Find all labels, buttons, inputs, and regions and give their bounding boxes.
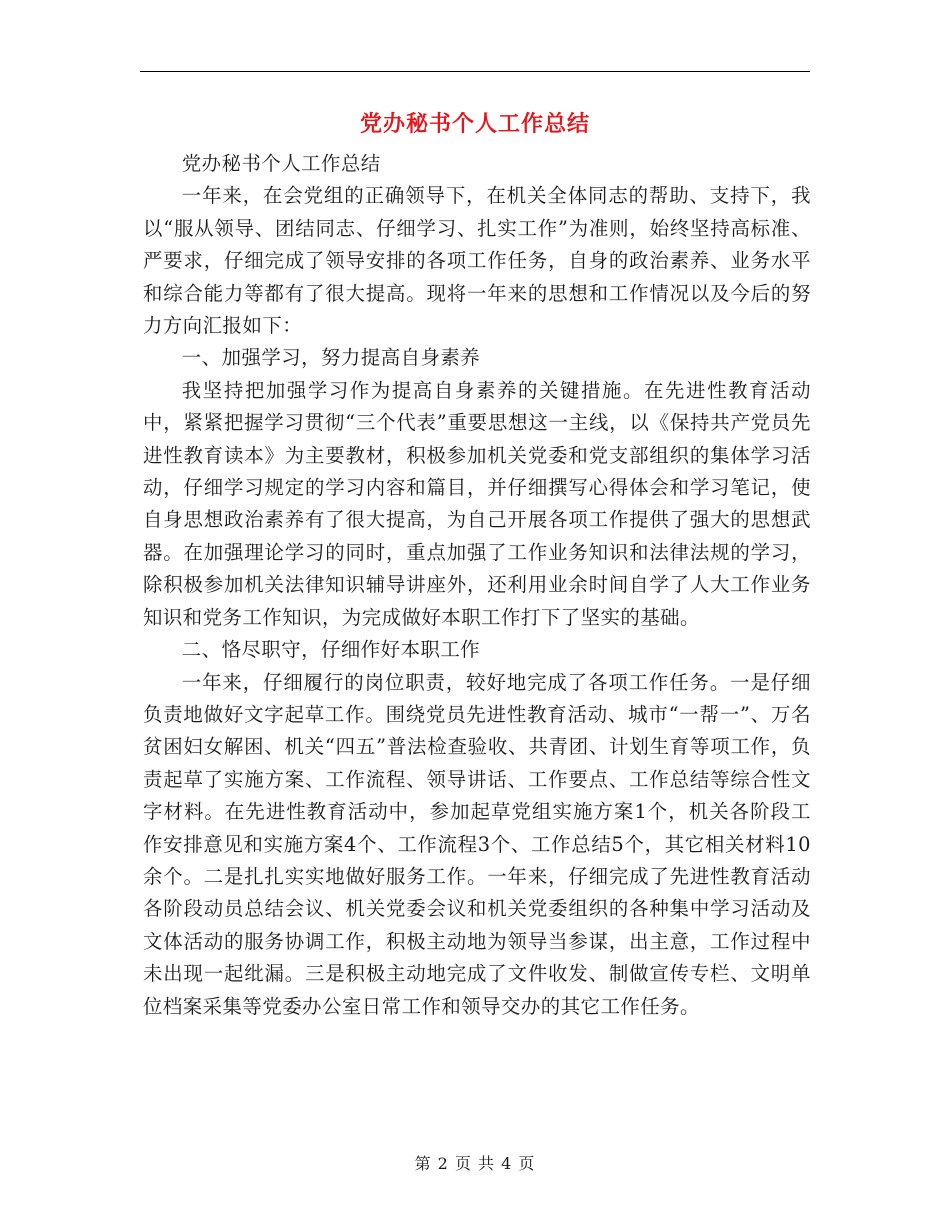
section-heading-2: 二、恪尽职守，仔细作好本职工作 bbox=[181, 638, 481, 662]
paragraph-heading: 党办秘书个人工作总结 bbox=[181, 152, 381, 175]
section-heading-1: 一、加强学习，努力提高自身素养 bbox=[181, 346, 481, 370]
paragraph-intro: 一年来，在会党组的正确领导下，在机关全体同志的帮助、支持下，我以“服从领导、团结同志、仔细学习、扎实工作”为准则，始终坚持高标准、严要求，仔细完成了领导安排的各项工作任务，自身的政治素养、业务水平和综合能力等都有了很大提高。现将一年来的思想和工作情况以及今后的努力方向汇报如下： bbox=[143, 184, 811, 338]
document-body bbox=[143, 148, 811, 1023]
document-title: 党办秘书个人工作总结 bbox=[359, 111, 590, 137]
paragraph-study: 我坚持把加强学习作为提高自身素养的关键措施。在先进性教育活动中，紧紧把握学习贯彻“三个代表”重要思想这一主线，以《保持共产党员先进性教育读本》为主要教材，积极参加机关党委和党支部组织的集体学习活动，仔细学习规定的学习内容和篇目，并仔细撰写心得体会和学习笔记，使自身思想政治素养有了很大提高，为自己开展各项工作提供了强大的思想武器。在加强理论学习的同时，重点加强了工作业务知识和法律法规的学习，除积极参加机关法律知识辅导讲座外，还利用业余时间自学了人大工作业务知识和党务工作知识，为完成做好本职工作打下了坚实的基础。 bbox=[143, 378, 811, 629]
paragraph-duties: 一年来，仔细履行的岗位职责，较好地完成了各项工作任务。一是仔细负责地做好文字起草工作。围绕党员先进性教育活动、城市“一帮一”、万名贫困妇女解困、机关“四五”普法检查验收、共青团、计划生育等项工作，负责起草了实施方案、工作流程、领导讲话、工作要点、工作总结等综合性文字材料。在先进性教育活动中，参加起草党组实施方案1个，机关各阶段工作安排意见和实施方案4个、工作流程3个、工作总结5个，其它相关材料10余个。二是扎扎实实地做好服务工作。一年来，仔细完成了先进性教育活动各阶段动员总结会议、机关党委会议和机关党委组织的各种集中学习活动及文体活动的服务协调工作，积极主动地为领导当参谋，出主意，工作过程中未出现一起纰漏。三是积极主动地完成了文件收发、制做宣传专栏、文明单位档案采集等党委办公室日常工作和领导交办的其它工作任务。 bbox=[143, 670, 811, 1018]
page-number-footer: 第 2 页 共 4 页 bbox=[414, 1154, 536, 1173]
header-rule bbox=[140, 71, 810, 72]
